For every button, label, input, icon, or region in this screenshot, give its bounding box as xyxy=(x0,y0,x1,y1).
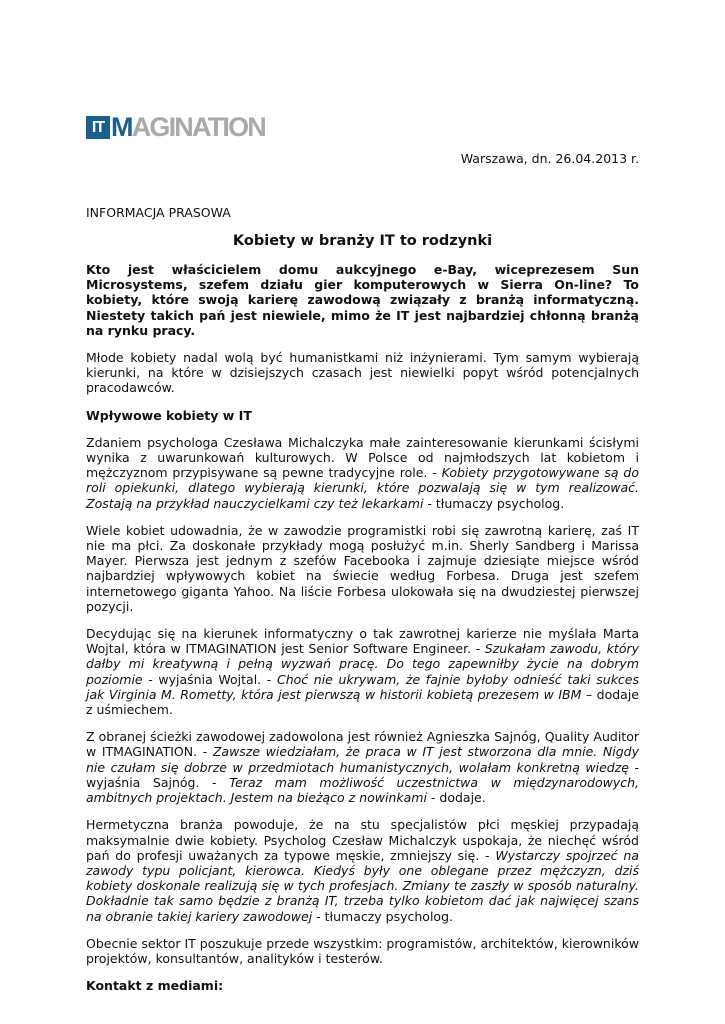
paragraph-6: Hermetyczna branża powoduje, że na stu specjalistów płci męskiej przypadają maksymalnie dwie kobiety. Psycholog Czesław Michalczyk uspokaja, że niechęć wśród pań do profesji uważanych za typowe męskie, zmniejszy się. - Wystarczy spojrzeć na zawody typu policjant, kierowca. Kiedyś były one oblegane przez mężczyzn, dziś kobiety doskonale realizują się w tych profesjach. Zmiany te zaszły w sposób naturalny. Dokładnie tak samo będzie z branżą IT, trzeba tylko kobietom dać jak najwięcej szans na obranie takiej kariery zawodowej - tłumaczy psycholog. xyxy=(86,817,639,924)
document-label: INFORMACJA PRASOWA xyxy=(86,205,231,220)
document-title: Kobiety w branży IT to rodzynki xyxy=(232,233,493,249)
paragraph-5: Z obranej ścieżki zawodowej zadowolona jest również Agnieszka Sajnóg, Quality Auditor w ITMAGINATION. - Zawsze wiedziałam, że praca w IT jest stworzona dla mnie. Nigdy nie czułam się dobrze w przedmiotach humanistycznych, wolałam konkretną wiedzę - wyjaśnia Sajnóg. - Teraz mam możliwość uczestnictwa w międzynarodowych, ambitnych projektach. Jestem na bieżąco z nowinkami - dodaje. xyxy=(86,729,640,806)
lead-paragraph: Kto jest właścicielem domu aukcyjnego e-Bay, wiceprezesem Sun Microsystems, szefem działu gier komputerowych w Sierra On-line? To kobiety, które swoją karierę zawodową związały z branżą informatyczną. Niestety takich pań jest niewiele, mimo że IT jest najbardziej chłonną branżą na rynku pracy. xyxy=(86,262,639,338)
contact-heading: Kontakt z mediami: xyxy=(86,978,224,994)
section-heading: Wpływowe kobiety w IT xyxy=(86,407,252,423)
logo-it-box: IT xyxy=(86,116,110,139)
company-logo xyxy=(86,112,265,142)
document-date: Warszawa, dn. 26.04.2013 r. xyxy=(460,151,639,166)
paragraph-3: Wiele kobiet udowadnia, że w zawodzie programistki robi się zawrotną karierę, zaś IT nie ma płci. Za doskonałe przykłady mogą posłużyć m.in. Sherly Sandberg i Marissa Mayer. Pierwsza jest jednym z szefów Facebooka i zajmuje dziesiąte miejsce wśród najbardziej wpływowych kobiet na świecie według Forbesa. Druga jest szefem internetowego giganta Yahoo. Na liście Forbesa ulokowała się na dwudziestej pierwszej pozycji. xyxy=(86,522,639,614)
paragraph-7: Obecnie sektor IT poszukuje przede wszystkim: programistów, architektów, kierowników projektów, konsultantów, analityków i testerów. xyxy=(86,935,639,966)
document-body xyxy=(86,262,639,1005)
paragraph-4: Decydując się na kierunek informatyczny o tak zawrotnej karierze nie myślała Marta Wojtal, która w ITMAGINATION jest Senior Software Engineer. - Szukałam zawodu, który dałby mi kreatywną i pełną wyzwań pracę. Do tego zapewniłby życie na dobrym poziomie - wyjaśnia Wojtal. - Choć nie ukrywam, że fajnie byłoby odnieść taki sukces jak Virginia M. Rometty, która jest pierwszą w historii kobietą prezesem w IBM – dodaje z uśmiechem. xyxy=(86,626,640,718)
paragraph-1: Młode kobiety nadal wolą być humanistkami niż inżynierami. Tym samym wybierają kierunki, na które w dzisiejszych czasach jest niewielki popyt wśród potencjalnych pracodawców. xyxy=(86,350,639,396)
logo-wordmark: MAGINATION xyxy=(111,112,265,142)
paragraph-2: Zdaniem psychologa Czesława Michalczyka małe zainteresowanie kierunkami ścisłymi wynika z uwarunkowań kulturowych. W Polsce od najmłodszych lat kobietom i mężczyznom przypisywane są pewne tradycyjne role. - Kobiety przygotowywane są do roli opiekunki, dlatego wybierają kierunki, które pozwalają się w tym realizować. Zostają na przykład nauczycielkami czy też lekarkami - tłumaczy psycholog. xyxy=(86,434,639,511)
